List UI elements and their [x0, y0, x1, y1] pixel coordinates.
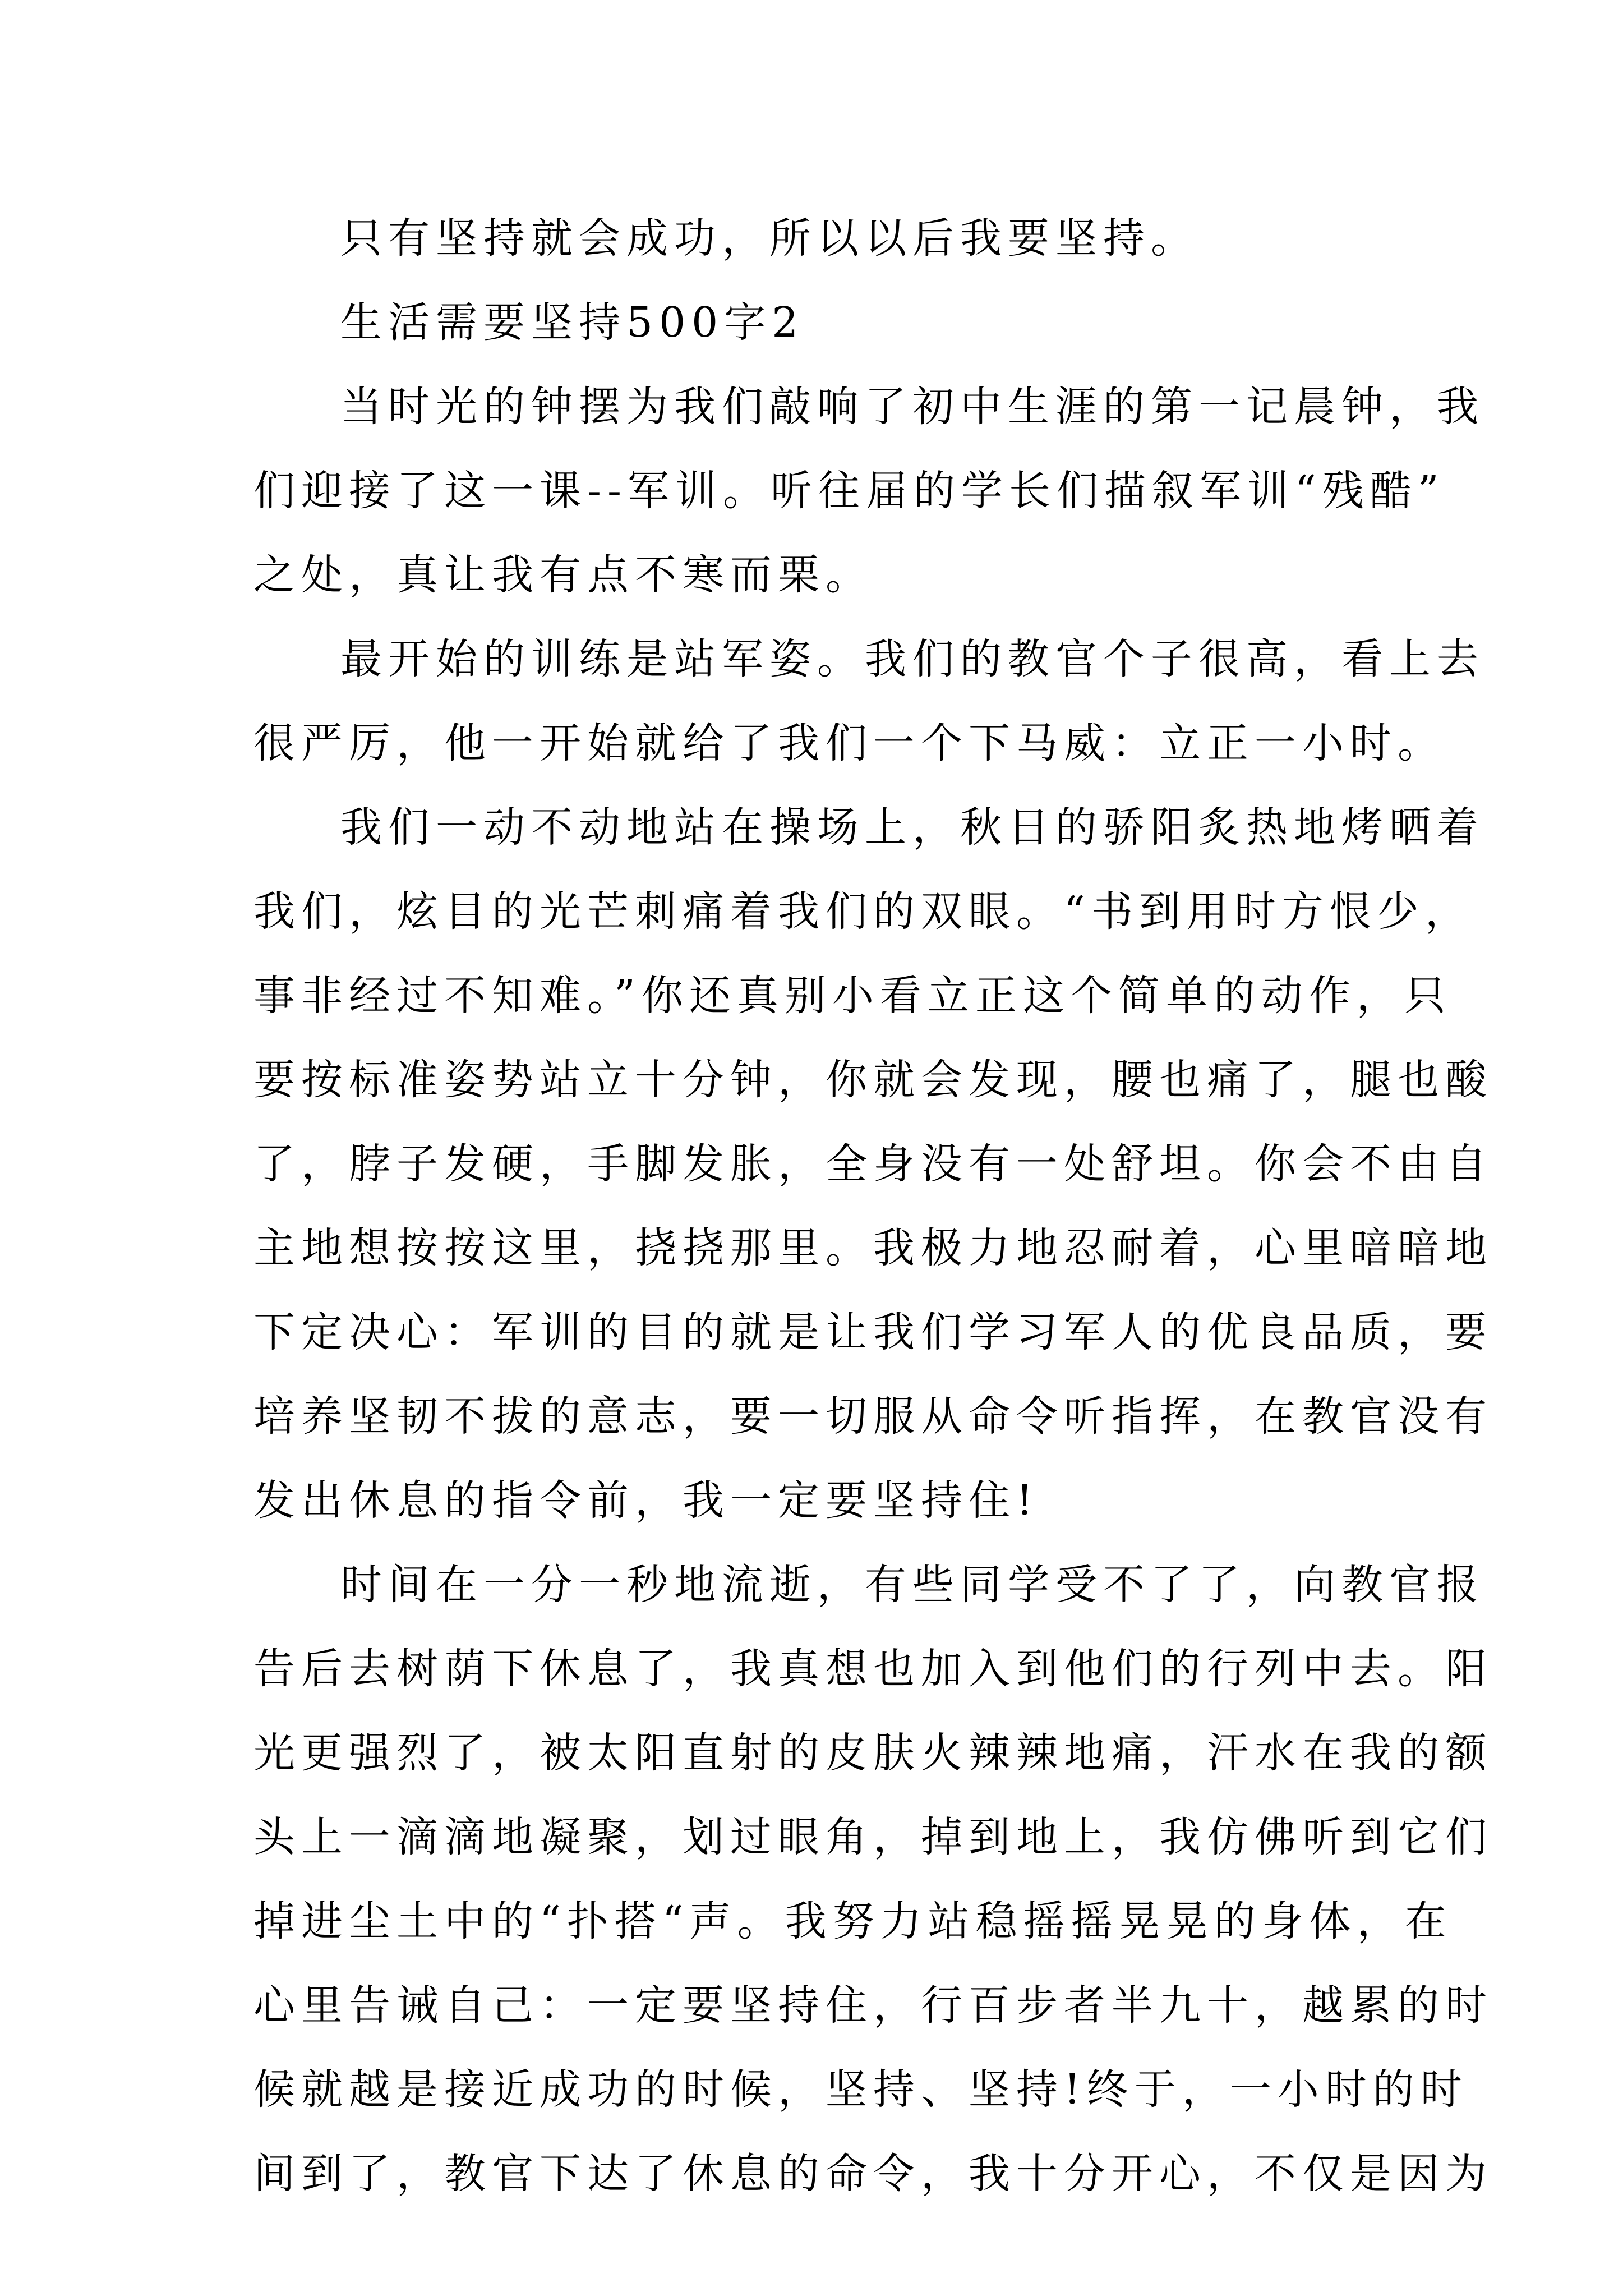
text-line-20: 头上一滴滴地凝聚，划过眼角，掉到地上，我仿佛听到它们: [253, 1813, 1493, 1861]
text-line-10: 事非经过不知难。”你还真别小看立正这个简单的动作，只: [253, 972, 1452, 1020]
text-line-19: 光更强烈了，被太阳直射的皮肤火辣辣地痛，汗水在我的额: [253, 1729, 1493, 1777]
text-line-16: 发出休息的指令前，我一定要坚持住!: [253, 1476, 1039, 1525]
text-line-24: 间到了，教官下达了休息的命令，我十分开心，不仅是因为: [253, 2150, 1493, 2198]
text-line-22: 心里告诫自己：一定要坚持住，行百步者半九十，越累的时: [253, 1981, 1493, 2030]
text-line-13: 主地想按按这里，挠挠那里。我极力地忍耐着，心里暗暗地: [253, 1224, 1493, 1272]
text-line-9: 我们，炫目的光芒刺痛着我们的双眼。“书到用时方恨少，: [253, 887, 1473, 936]
text-line-4: 们迎接了这一课--军训。听往届的学长们描叙军训“残酷”: [253, 467, 1445, 515]
text-line-14: 下定决心：军训的目的就是让我们学习军人的优良品质，要: [253, 1308, 1493, 1356]
text-line-17: 时间在一分一秒地流逝，有些同学受不了了，向教官报: [340, 1561, 1484, 1609]
text-line-23: 候就越是接近成功的时候，坚持、坚持!终于，一小时的时: [253, 2065, 1468, 2114]
text-line-12: 了，脖子发硬，手脚发胀，全身没有一处舒坦。你会不由自: [253, 1140, 1493, 1188]
text-line-15: 培养坚韧不拔的意志，要一切服从命令听指挥，在教官没有: [253, 1392, 1493, 1441]
text-line-1: 只有坚持就会成功，所以以后我要坚持。: [340, 214, 1198, 263]
text-line-18: 告后去树荫下休息了，我真想也加入到他们的行列中去。阳: [253, 1645, 1493, 1693]
text-line-5: 之处，真让我有点不寒而栗。: [253, 551, 873, 599]
text-line-11: 要按标准姿势站立十分钟，你就会发现，腰也痛了，腿也酸: [253, 1056, 1493, 1104]
text-line-21: 掉进尘土中的“扑搭“声。我努力站稳摇摇晃晃的身体，在: [253, 1897, 1453, 1945]
text-line-6: 最开始的训练是站军姿。我们的教官个子很高，看上去: [340, 635, 1484, 683]
text-line-8: 我们一动不动地站在操场上，秋日的骄阳炙热地烤晒着: [340, 803, 1484, 852]
section-heading: 生活需要坚持500字2: [340, 298, 805, 347]
text-line-7: 很严厉，他一开始就给了我们一个下马威：立正一小时。: [253, 719, 1445, 767]
text-line-3: 当时光的钟摆为我们敲响了初中生涯的第一记晨钟，我: [340, 383, 1484, 431]
